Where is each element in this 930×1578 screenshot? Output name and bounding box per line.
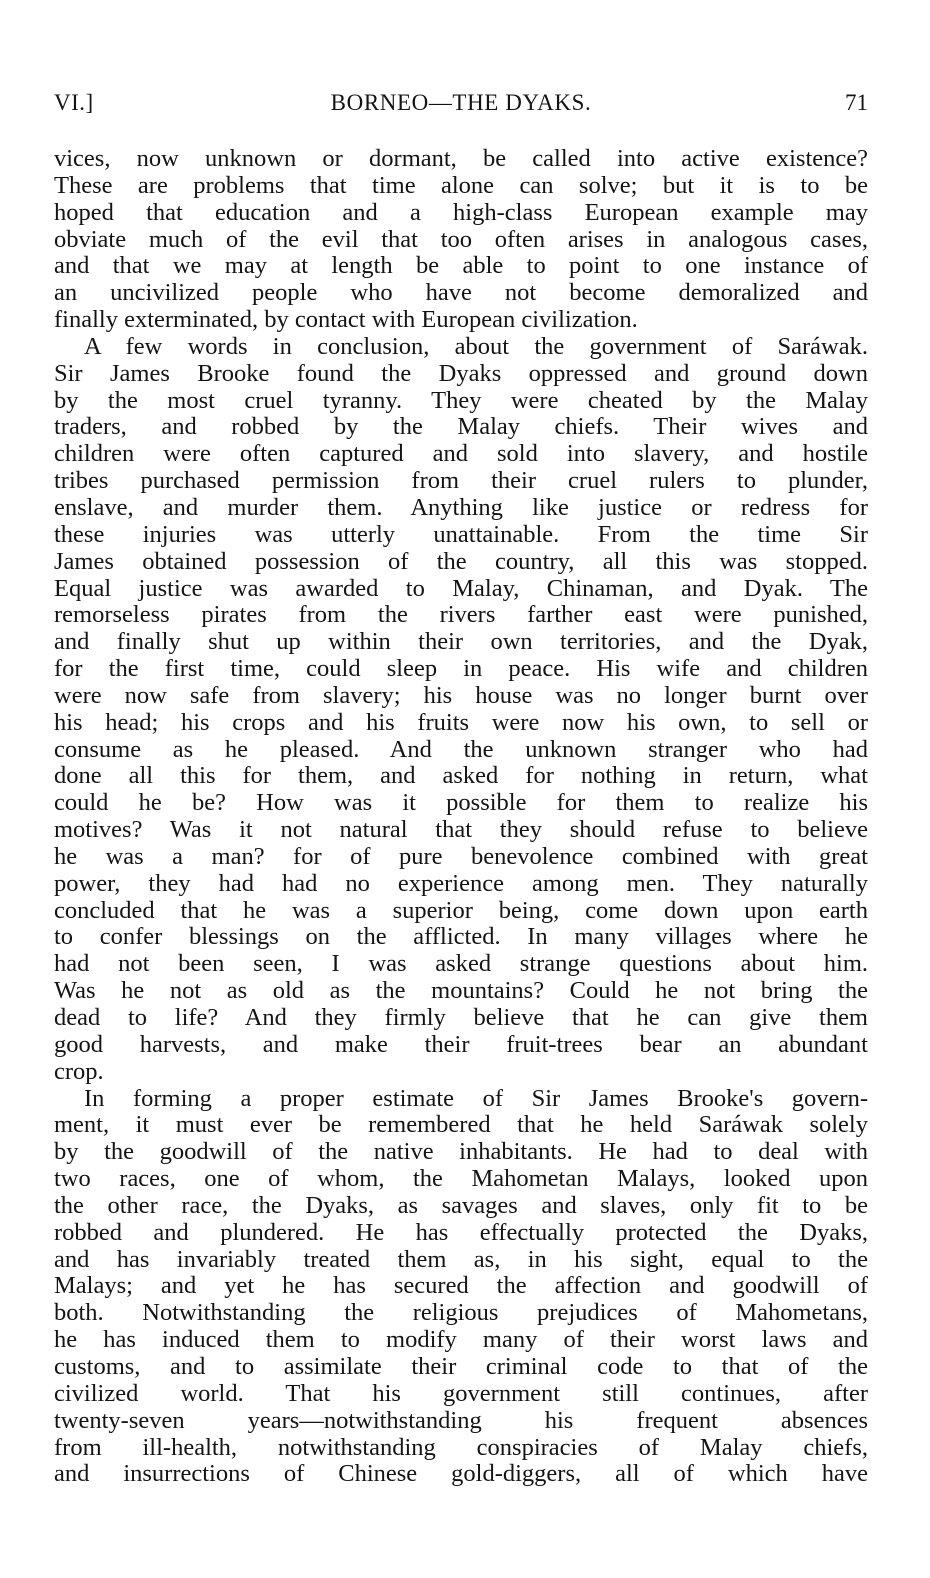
text-line: good harvests, and make their fruit-trees bear an abundant xyxy=(54,1031,868,1058)
text-line: to confer blessings on the afflicted. In many villages where he xyxy=(54,924,868,951)
text-line: A few words in conclusion, about the government of Saráwak. xyxy=(84,333,868,360)
body-text xyxy=(54,146,868,1488)
text-line: In forming a proper estimate of Sir James Brooke's govern- xyxy=(84,1085,868,1112)
text-line: remorseless pirates from the rivers farther east were punished, xyxy=(54,602,868,629)
text-line: vices, now unknown or dormant, be called into active existence? xyxy=(54,146,868,172)
text-line: his head; his crops and his fruits were now his own, to sell or xyxy=(54,709,868,736)
text-line: crop. xyxy=(54,1058,104,1085)
text-line: These are problems that time alone can solve; but it is to be xyxy=(54,172,868,199)
text-line: consume as he pleased. And the unknown stranger who had xyxy=(54,736,868,763)
text-line: from ill-health, notwithstanding conspiracies of Malay chiefs, xyxy=(54,1434,868,1461)
text-line: Malays; and yet he has secured the affection and goodwill of xyxy=(54,1273,868,1300)
text-line: customs, and to assimilate their criminal code to that of the xyxy=(54,1353,868,1380)
text-line: children were often captured and sold into slavery, and hostile xyxy=(54,441,868,468)
page-number: 71 xyxy=(845,90,868,115)
text-line: and that we may at length be able to point to one instance of xyxy=(54,253,868,280)
text-line: motives? Was it not natural that they should refuse to believe xyxy=(54,817,868,844)
text-line: power, they had had no experience among men. They naturally xyxy=(54,870,868,897)
text-line: and insurrections of Chinese gold-diggers, all of which have xyxy=(54,1461,868,1488)
text-line: by the most cruel tyranny. They were cheated by the Malay xyxy=(54,387,868,414)
text-line: done all this for them, and asked for nothing in return, what xyxy=(54,763,868,790)
text-line: traders, and robbed by the Malay chiefs. Their wives and xyxy=(54,414,868,441)
text-line: James obtained possession of the country, all this was stopped. xyxy=(54,548,868,575)
text-line: hoped that education and a high-class European example may xyxy=(54,199,868,226)
text-line: both. Notwithstanding the religious prejudices of Mahometans, xyxy=(54,1300,868,1327)
text-line: robbed and plundered. He has effectually protected the Dyaks, xyxy=(54,1219,868,1246)
text-line: tribes purchased permission from their cruel rulers to plunder, xyxy=(54,468,868,495)
running-title: BORNEO—THE DYAKS. xyxy=(330,90,592,115)
text-line: dead to life? And they firmly believe that he can give them xyxy=(54,1005,868,1031)
text-line: ment, it must ever be remembered that he held Saráwak solely xyxy=(54,1112,868,1139)
text-line: and has invariably treated them as, in his sight, equal to the xyxy=(54,1246,868,1273)
text-line: concluded that he was a superior being, come down upon earth xyxy=(54,897,868,924)
text-line: these injuries was utterly unattainable. From the time Sir xyxy=(54,521,868,548)
text-line: he was a man? for of pure benevolence combined with great xyxy=(54,843,868,870)
text-line: and finally shut up within their own territories, and the Dyak, xyxy=(54,629,868,656)
running-head xyxy=(54,88,868,118)
text-line: obviate much of the evil that too often arises in analogous cases, xyxy=(54,226,868,253)
text-line: for the first time, could sleep in peace. His wife and children xyxy=(54,656,868,683)
text-line: he has induced them to modify many of their worst laws and xyxy=(54,1327,868,1354)
text-line: Was he not as old as the mountains? Could he not bring the xyxy=(54,978,868,1005)
text-line: enslave, and murder them. Anything like justice or redress for xyxy=(54,494,868,521)
text-line: Sir James Brooke found the Dyaks oppressed and ground down xyxy=(54,360,868,387)
text-line: an uncivilized people who have not become demoralized and xyxy=(54,280,868,307)
text-line: were now safe from slavery; his house was no longer burnt over xyxy=(54,682,868,709)
text-line: civilized world. That his government still continues, after xyxy=(54,1380,868,1407)
text-line: by the goodwill of the native inhabitants. He had to deal with xyxy=(54,1139,868,1166)
text-line: the other race, the Dyaks, as savages and slaves, only fit to be xyxy=(54,1192,868,1219)
text-line: twenty-seven years—notwithstanding his frequent absences xyxy=(54,1407,868,1434)
text-line: two races, one of whom, the Mahometan Malays, looked upon xyxy=(54,1166,868,1193)
text-line: Equal justice was awarded to Malay, Chinaman, and Dyak. The xyxy=(54,575,868,602)
chapter-number: VI.] xyxy=(54,90,94,115)
text-line: could he be? How was it possible for them to realize his xyxy=(54,790,868,817)
text-line: had not been seen, I was asked strange questions about him. xyxy=(54,951,868,978)
text-line: finally exterminated, by contact with European civilization. xyxy=(54,307,638,334)
